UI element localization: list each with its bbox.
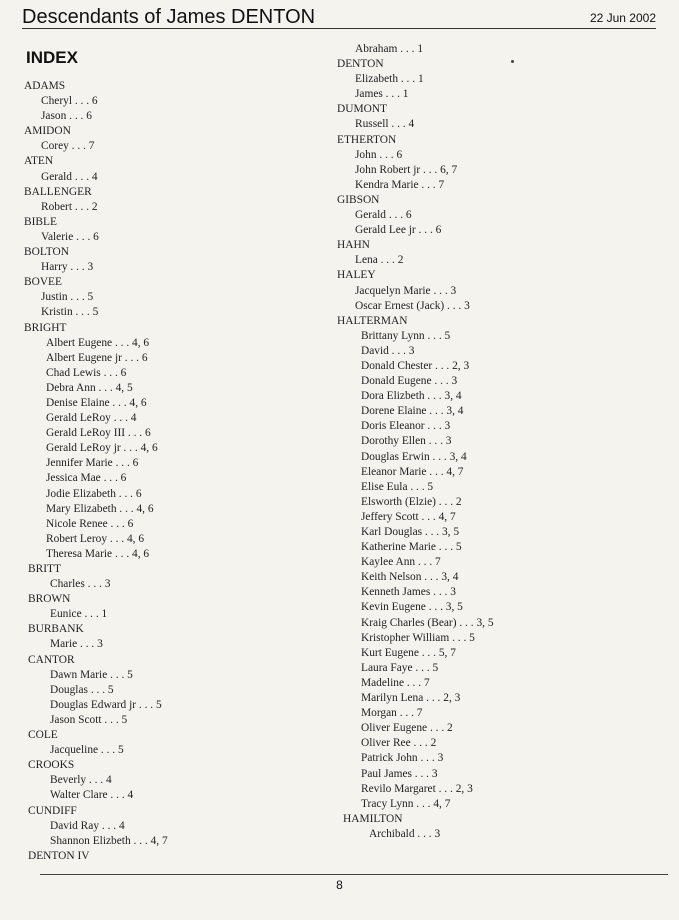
- index-entry: Elise Eula . . . 5: [361, 480, 434, 493]
- index-entry: Gerald LeRoy jr . . . 4, 6: [46, 442, 158, 455]
- index-entry: Robert . . . 2: [41, 200, 98, 213]
- index-entry: Debra Ann . . . 4, 5: [46, 381, 133, 394]
- index-entry: Valerie . . . 6: [41, 230, 99, 243]
- index-entry: Kurt Eugene . . . 5, 7: [361, 646, 456, 659]
- index-entry: Morgan . . . 7: [361, 707, 423, 720]
- index-entry: Cheryl . . . 6: [41, 95, 98, 108]
- index-entry: Kendra Marie . . . 7: [355, 178, 445, 191]
- index-surname: BIBLE: [24, 215, 57, 228]
- index-entry: Tracy Lynn . . . 4, 7: [361, 797, 451, 810]
- page-header: [22, 6, 656, 29]
- index-surname: HALTERMAN: [337, 314, 408, 327]
- index-entry: Eunice . . . 1: [50, 608, 108, 621]
- page-date: 22 Jun 2002: [589, 11, 656, 25]
- index-entry: Doris Eleanor . . . 3: [361, 420, 451, 433]
- index-entry: Dora Elizbeth . . . 3, 4: [361, 390, 462, 403]
- index-entry: Charles . . . 3: [50, 578, 111, 591]
- index-entry: Elizabeth . . . 1: [355, 73, 424, 86]
- page-title: Descendants of James DENTON: [22, 6, 316, 28]
- index-entry: Laura Faye . . . 5: [361, 661, 439, 674]
- index-surname: DENTON IV: [28, 849, 90, 862]
- index-entry: Mary Elizabeth . . . 4, 6: [46, 502, 154, 515]
- index-entry: Revilo Margaret . . . 2, 3: [361, 782, 473, 795]
- index-surname: GIBSON: [337, 193, 380, 206]
- index-entry: Kraig Charles (Bear) . . . 3, 5: [361, 616, 494, 629]
- index-entry: Donald Chester . . . 2, 3: [361, 359, 470, 372]
- index-entry: Jason Scott . . . 5: [50, 713, 128, 726]
- index-entry: Douglas Erwin . . . 3, 4: [361, 450, 467, 463]
- index-surname: ETHERTON: [337, 133, 397, 146]
- index-entry: Douglas Edward jr . . . 5: [50, 698, 162, 711]
- index-heading: INDEX: [26, 48, 78, 67]
- index-entry: David Ray . . . 4: [50, 819, 125, 832]
- index-entry: John . . . 6: [355, 148, 403, 161]
- index-entry: Donald Eugene . . . 3: [361, 375, 458, 388]
- index-entry: Oliver Ree . . . 2: [361, 737, 437, 750]
- index-entry: John Robert jr . . . 6, 7: [355, 163, 458, 176]
- index-entry: Kristin . . . 5: [41, 306, 99, 319]
- index-entry: Corey . . . 7: [41, 140, 95, 153]
- index-entry: Eleanor Marie . . . 4, 7: [361, 465, 464, 478]
- index-entry: Douglas . . . 5: [50, 683, 114, 696]
- index-entry: Gerald . . . 4: [41, 170, 98, 183]
- index-entry: Dawn Marie . . . 5: [50, 668, 133, 681]
- speck-mark: [511, 60, 514, 63]
- index-entry: James . . . 1: [355, 88, 409, 101]
- index-entry: Shannon Elizbeth . . . 4, 7: [50, 834, 168, 847]
- index-entry: Jodie Elizabeth . . . 6: [46, 487, 142, 500]
- index-column-left: [24, 79, 324, 864]
- index-surname: BURBANK: [28, 623, 84, 636]
- index-entry: Beverly . . . 4: [50, 774, 112, 787]
- footer-rule: [40, 874, 668, 875]
- index-entry: Madeline . . . 7: [361, 676, 430, 689]
- index-entry: Jennifer Marie . . . 6: [46, 457, 139, 470]
- index-entry: Jason . . . 6: [41, 110, 92, 123]
- index-entry: Jacquelyn Marie . . . 3: [355, 284, 457, 297]
- index-surname: BRITT: [28, 563, 61, 575]
- index-entry: Chad Lewis . . . 6: [46, 366, 127, 379]
- index-surname: COLE: [28, 729, 58, 742]
- index-entry: Kenneth James . . . 3: [361, 586, 456, 599]
- index-entry: Katherine Marie . . . 5: [361, 541, 462, 554]
- index-entry: Gerald LeRoy . . . 4: [46, 412, 137, 425]
- index-surname: BRIGHT: [24, 321, 67, 334]
- index-entry: Keith Nelson . . . 3, 4: [361, 571, 459, 584]
- index-entry: Gerald . . . 6: [355, 209, 412, 222]
- index-surname: CROOKS: [28, 759, 75, 772]
- index-surname: HAHN: [337, 239, 370, 252]
- index-entry: Justin . . . 5: [41, 291, 94, 304]
- index-entry: Jessica Mae . . . 6: [46, 472, 127, 485]
- index-entry: Gerald LeRoy III . . . 6: [46, 427, 151, 440]
- index-surname: DUMONT: [337, 103, 387, 116]
- index-surname: ATEN: [24, 155, 54, 168]
- index-entry: Kevin Eugene . . . 3, 5: [361, 601, 463, 614]
- index-entry: Kaylee Ann . . . 7: [361, 556, 441, 569]
- index-entry: Elsworth (Elzie) . . . 2: [361, 495, 462, 508]
- index-entry: Oliver Eugene . . . 2: [361, 722, 453, 735]
- index-entry: Lena . . . 2: [355, 254, 404, 267]
- index-surname: AMIDON: [24, 125, 71, 138]
- index-surname: DENTON: [337, 58, 384, 71]
- index-entry: Walter Clare . . . 4: [50, 789, 134, 802]
- index-entry: Archibald . . . 3: [369, 827, 441, 840]
- index-entry: Jeffery Scott . . . 4, 7: [361, 510, 456, 523]
- index-surname: HAMILTON: [343, 812, 403, 825]
- index-entry: Kristopher William . . . 5: [361, 631, 475, 644]
- index-entry: Robert Leroy . . . 4, 6: [46, 532, 145, 545]
- index-entry: Albert Eugene . . . 4, 6: [46, 336, 150, 349]
- index-entry: Brittany Lynn . . . 5: [361, 329, 451, 342]
- index-surname: BALLENGER: [24, 185, 92, 198]
- index-entry: Nicole Renee . . . 6: [46, 517, 134, 530]
- index-entry: Oscar Ernest (Jack) . . . 3: [355, 299, 470, 312]
- index-entry: Harry . . . 3: [41, 261, 94, 274]
- index-surname: CUNDIFF: [28, 804, 77, 817]
- index-entry: Dorene Elaine . . . 3, 4: [361, 405, 464, 418]
- index-entry: Patrick John . . . 3: [361, 752, 444, 765]
- index-entry: Paul James . . . 3: [361, 767, 438, 780]
- index-entry: Marilyn Lena . . . 2, 3: [361, 692, 461, 705]
- index-entry: Theresa Marie . . . 4, 6: [46, 547, 150, 560]
- index-entry: Dorothy Ellen . . . 3: [361, 435, 452, 448]
- index-entry: David . . . 3: [361, 344, 415, 357]
- index-surname: ADAMS: [24, 80, 66, 92]
- index-surname: HALEY: [337, 269, 376, 282]
- index-surname: CANTOR: [28, 653, 75, 666]
- index-entry: Marie . . . 3: [50, 638, 103, 651]
- index-entry: Gerald Lee jr . . . 6: [355, 224, 442, 237]
- index-column-right: [337, 42, 657, 842]
- index-surname: BOVEE: [24, 276, 62, 289]
- page-number: 8: [336, 878, 343, 892]
- index-entry: Jacqueline . . . 5: [50, 744, 124, 757]
- index-entry: Karl Douglas . . . 3, 5: [361, 526, 460, 538]
- index-entry: Albert Eugene jr . . . 6: [46, 351, 148, 364]
- index-entry: Abraham . . . 1: [355, 43, 424, 55]
- index-entry: Russell . . . 4: [355, 118, 415, 131]
- index-surname: BROWN: [28, 593, 71, 606]
- index-entry: Denise Elaine . . . 4, 6: [46, 396, 147, 409]
- index-surname: BOLTON: [24, 246, 69, 259]
